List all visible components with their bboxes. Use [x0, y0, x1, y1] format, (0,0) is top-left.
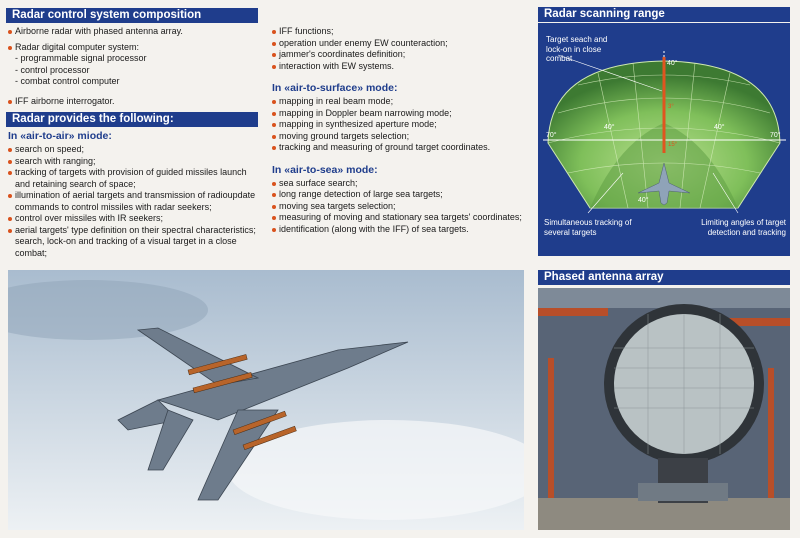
angle-top: 40°	[667, 60, 678, 67]
angle-right-inner: 40°	[714, 124, 725, 131]
air-to-surface-heading: In «air-to-surface» mode:	[272, 82, 398, 94]
composition-title: Radar control system composition	[12, 9, 202, 21]
list-item: moving ground targets selection;	[272, 131, 524, 143]
composition-list	[8, 26, 258, 107]
air-to-sea-heading: In «air-to-sea» mode:	[272, 163, 378, 176]
list-item: mapping in real beam mode;	[272, 96, 524, 108]
list-item: jammer's coordinates definition;	[272, 49, 524, 61]
list-item: - combat control computer	[15, 76, 120, 86]
list-item: sea surface search;	[272, 178, 524, 190]
composition-header	[6, 8, 258, 23]
label-limiting: Limiting angles of target detection and tracking	[701, 218, 786, 237]
list-item: IFF airborne interrogator.	[8, 96, 258, 108]
list-item: Airborne radar with phased antenna array.	[8, 26, 258, 38]
list-item: measuring of moving and stationary sea targets' coordinates;	[272, 212, 524, 224]
scanning-header	[538, 7, 790, 22]
angle-bottom: 40°	[638, 197, 649, 204]
list-item: aerial targets' type definition on their spectral characteristics; search, lock-on and tracking of a visual target in a close combat;	[8, 225, 260, 260]
provides-header	[6, 112, 258, 127]
list-item: search on speed;	[8, 144, 260, 156]
list-item: search with ranging;	[8, 156, 260, 168]
list-item: tracking and measuring of ground target coordinates.	[272, 142, 524, 154]
phased-title: Phased antenna array	[544, 271, 664, 283]
angle-left-inner: 40°	[604, 124, 615, 131]
angle-small-2: 15°	[668, 142, 678, 148]
phased-header	[538, 270, 790, 285]
angle-small-1: 3°	[668, 104, 674, 110]
antenna-photo-graphic	[538, 288, 790, 530]
list-item: tracking of targets with provision of guided missiles launch and retaining search of space;	[8, 167, 260, 190]
middle-column	[272, 26, 524, 235]
label-simultaneous: Simultaneous tracking of several targets	[544, 218, 632, 237]
list-item: - programmable signal processor	[15, 53, 147, 63]
list-item: IFF functions;	[272, 26, 524, 38]
list-item: identification (along with the IFF) of sea targets.	[272, 224, 524, 236]
scanning-title: Radar scanning range	[544, 8, 665, 20]
scanning-diagram	[538, 23, 790, 256]
list-item: operation under enemy EW counteraction;	[272, 38, 524, 50]
list-item: mapping in Doppler beam narrowing mode;	[272, 108, 524, 120]
air-to-air-section	[8, 128, 260, 259]
list-item: control over missiles with IR seekers;	[8, 213, 260, 225]
list-item: - control processor	[15, 64, 90, 75]
list-item: Radar digital computer system:	[8, 42, 258, 54]
aircraft-photo-graphic	[8, 270, 524, 530]
list-item: mapping in synthesized aperture mode;	[272, 119, 524, 131]
angle-right-outer: 70°	[770, 132, 781, 139]
label-close-combat: Target seach and lock-on in close combat	[546, 35, 608, 63]
list-item: moving sea targets selection;	[272, 201, 524, 213]
aircraft-photo	[8, 270, 524, 530]
angle-left-outer: 70°	[546, 132, 557, 139]
list-item: illumination of aerial targets and transmission of radioupdate commands to control missiles with radar seekers;	[8, 190, 260, 213]
antenna-photo	[538, 288, 790, 530]
list-item: interaction with EW systems.	[272, 61, 524, 73]
provides-title: Radar provides the following:	[12, 113, 174, 125]
list-item: long range detection of large sea targets;	[272, 189, 524, 201]
air-to-air-heading: In «air-to-air» miode:	[8, 130, 112, 142]
